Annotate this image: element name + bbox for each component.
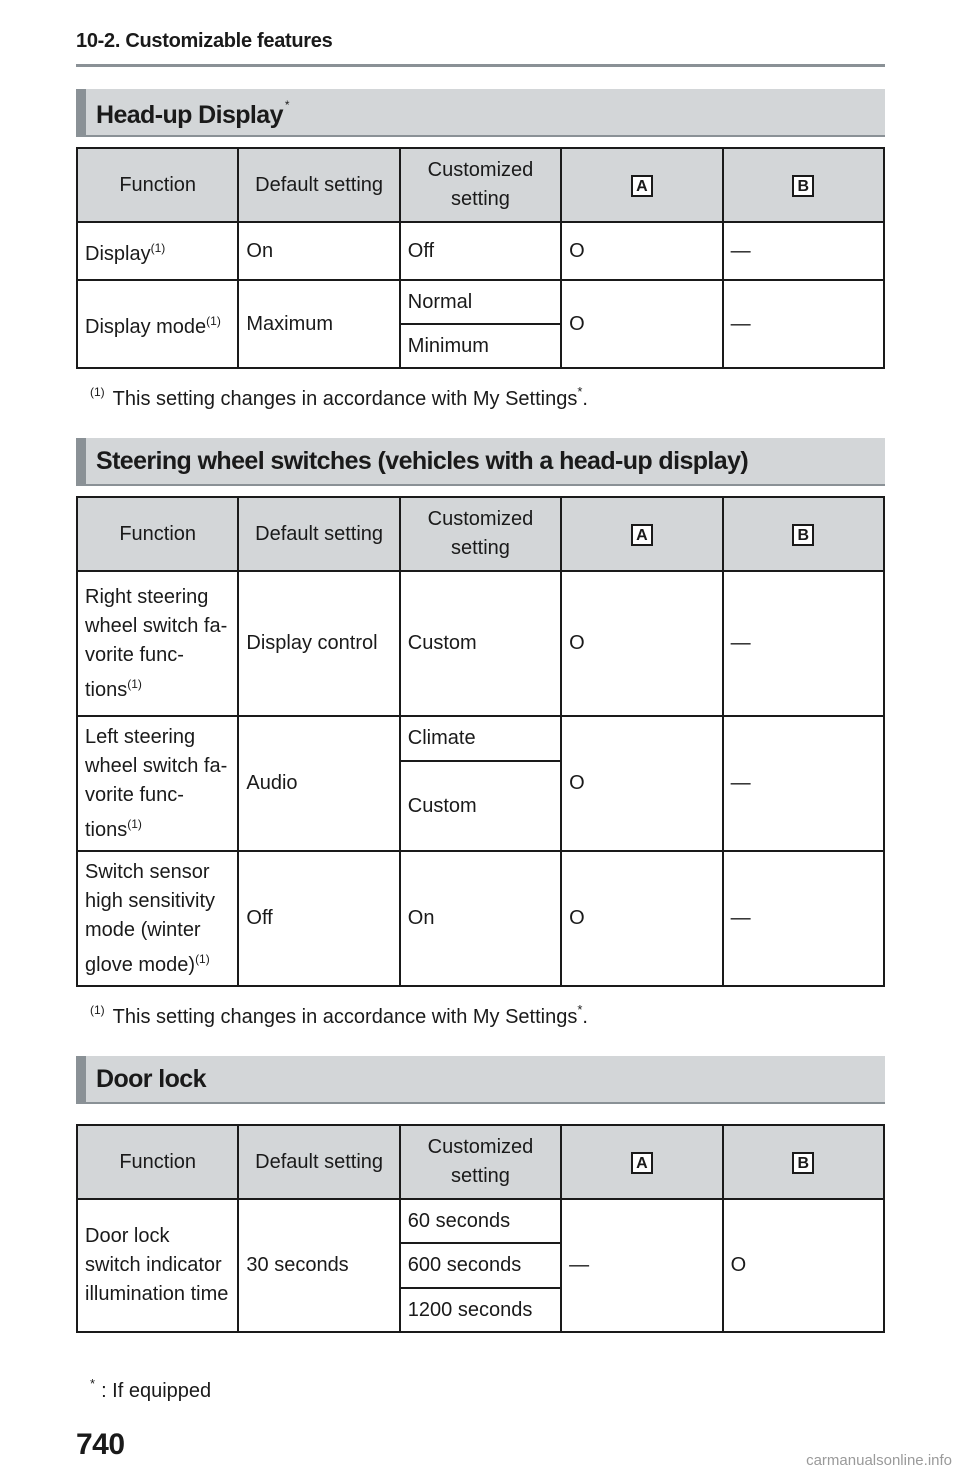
column-header-default: Default setting: [238, 1125, 399, 1199]
column-header-function: Function: [77, 148, 238, 222]
b-cell: —: [723, 716, 884, 851]
function-cell: Switch sensor high sensitivity mode (winter glove mode)$^{(1)}$: [77, 851, 238, 986]
equipped-note: * : If equipped: [90, 1376, 212, 1402]
column-header-function: Function: [77, 497, 238, 571]
door-lock-table: [76, 1124, 885, 1333]
column-header-default: Default setting: [238, 148, 399, 222]
default-cell: On: [238, 222, 399, 280]
table-header-row: [77, 497, 884, 571]
a-cell: O: [561, 571, 722, 716]
custom-cell: Off: [400, 222, 561, 280]
section-header-steering-wheel-switches: [76, 438, 885, 486]
a-cell: O: [561, 280, 722, 368]
custom-cell: Climate: [400, 716, 561, 761]
table-row: [77, 1199, 884, 1243]
section-title: Door lock: [96, 1065, 206, 1093]
table-row: [77, 571, 884, 716]
b-cell: —: [723, 280, 884, 368]
section-header-door-lock: [76, 1056, 885, 1104]
function-cell: Display mode$^{(1)}$: [77, 280, 238, 368]
column-header-default: Default setting: [238, 497, 399, 571]
default-cell: 30 seconds: [238, 1199, 399, 1332]
custom-cell: Custom: [400, 761, 561, 851]
table-row: [77, 280, 884, 324]
column-header-customized: Customized setting: [400, 497, 561, 571]
custom-cell: 1200 seconds: [400, 1288, 561, 1332]
column-header-customized: Customized setting: [400, 148, 561, 222]
function-cell: Left steering wheel switch fa-vorite func-tions$^{(1)}$: [77, 716, 238, 851]
a-cell: O: [561, 851, 722, 986]
column-header-b: [723, 148, 884, 222]
header-rule: [76, 64, 885, 67]
default-cell: Off: [238, 851, 399, 986]
section-header-head-up-display: [76, 89, 885, 137]
badge-a: A: [631, 175, 653, 197]
badge-a: A: [631, 524, 653, 546]
badge-a: A: [631, 1152, 653, 1174]
custom-cell: On: [400, 851, 561, 986]
column-header-customized: Customized setting: [400, 1125, 561, 1199]
custom-cell: Custom: [400, 571, 561, 716]
column-header-a: [561, 497, 722, 571]
b-cell: O: [723, 1199, 884, 1332]
column-header-b: [723, 497, 884, 571]
a-cell: O: [561, 222, 722, 280]
b-cell: —: [723, 571, 884, 716]
custom-cell: Normal: [400, 280, 561, 324]
badge-b: B: [792, 524, 814, 546]
b-cell: —: [723, 851, 884, 986]
table-row: [77, 851, 884, 986]
footnote: $^{(1)}$ This setting changes in accordance with My Settings*.: [90, 1002, 588, 1028]
function-cell: Display$^{(1)}$: [77, 222, 238, 280]
b-cell: —: [723, 222, 884, 280]
table-header-row: [77, 1125, 884, 1199]
table-header-row: [77, 148, 884, 222]
section-title: Head-up Display *: [96, 98, 289, 129]
default-cell: Audio: [238, 716, 399, 851]
column-header-function: Function: [77, 1125, 238, 1199]
table-row: [77, 716, 884, 761]
table-row: [77, 222, 884, 280]
footnote: $^{(1)}$ This setting changes in accordance with My Settings*.: [90, 384, 588, 410]
custom-cell: 600 seconds: [400, 1243, 561, 1288]
badge-b: B: [792, 175, 814, 197]
default-cell: Maximum: [238, 280, 399, 368]
custom-cell: 60 seconds: [400, 1199, 561, 1243]
function-cell: Door lock switch indicator illumination time: [77, 1199, 238, 1332]
chapter-heading: 10-2. Customizable features: [76, 30, 333, 52]
steering-wheel-switches-table: [76, 496, 885, 987]
page-number: 740: [76, 1428, 125, 1461]
column-header-a: [561, 148, 722, 222]
head-up-display-table: [76, 147, 885, 369]
badge-b: B: [792, 1152, 814, 1174]
function-cell: Right steering wheel switch fa-vorite func-tions$^{(1)}$: [77, 571, 238, 716]
column-header-a: [561, 1125, 722, 1199]
a-cell: O: [561, 716, 722, 851]
column-header-b: [723, 1125, 884, 1199]
section-title: Steering wheel switches (vehicles with a head-up display): [96, 447, 749, 475]
default-cell: Display control: [238, 571, 399, 716]
custom-cell: Minimum: [400, 324, 561, 368]
watermark-text: carmanualsonline.info: [806, 1452, 952, 1469]
a-cell: —: [561, 1199, 722, 1332]
